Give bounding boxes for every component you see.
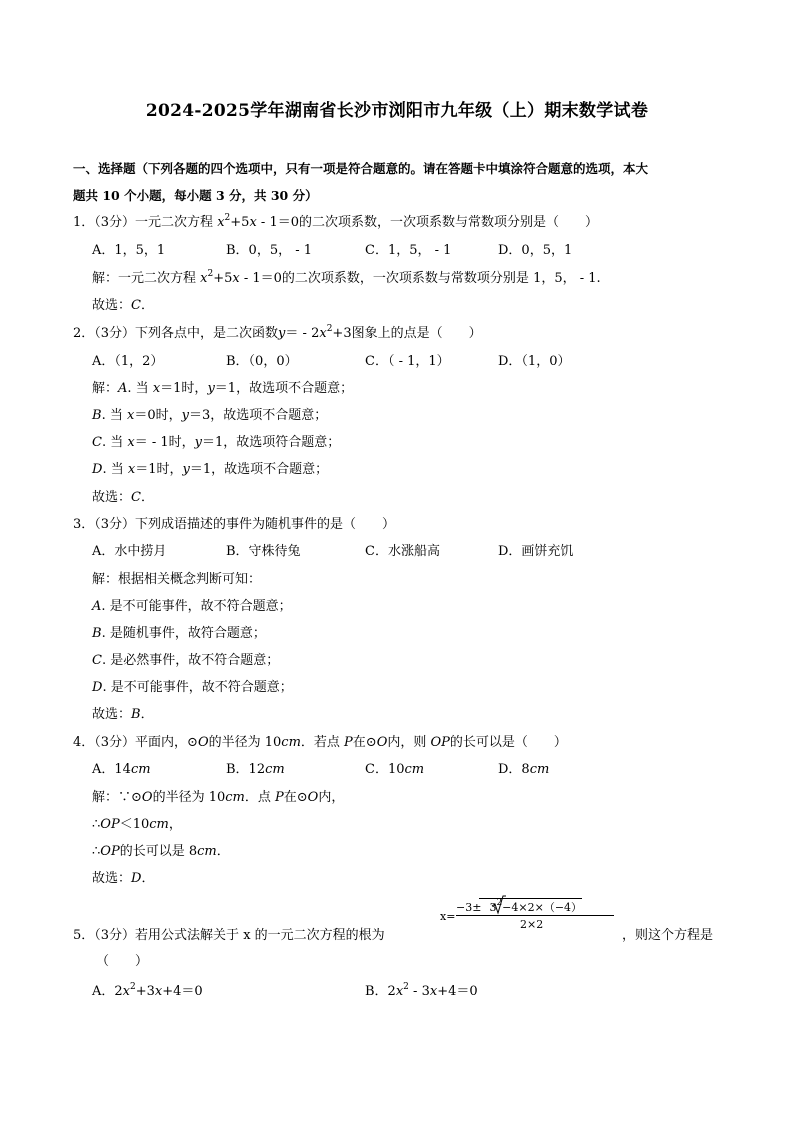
- q5-stem-paren: （ ）: [96, 954, 149, 969]
- q2-option-c: C．（ - 1，1）: [365, 354, 450, 369]
- fraction-bar: [456, 915, 614, 916]
- page-title: 2024-2025学年湖南省长沙市浏阳市九年级（上）期末数学试卷: [145, 101, 649, 121]
- section-heading-line-2: 题共 10 个小题，每小题 3 分，共 30 分）: [73, 188, 318, 203]
- q3-option-c: C．水涨船高: [365, 544, 440, 559]
- q1-answer: 故选：C．: [92, 298, 154, 313]
- q4-option-a: A．14cm: [92, 762, 151, 777]
- q3-option-a: A．水中捞月: [92, 544, 167, 559]
- formula-denominator: 2×2: [520, 918, 544, 931]
- q4-solution-1: 解：∵⊙O的半径为 10cm．点 P在⊙O内，: [92, 790, 345, 805]
- q1-option-d: D．0，5，1: [498, 243, 573, 258]
- question-1-stem: 1．（3分）一元二次方程 $x^2+5x - 1=0$的二次项系数，一次项系数与常数项分别是（ ）: [73, 213, 598, 230]
- q2-option-a: A．（1，2）: [92, 354, 164, 369]
- quadratic-formula: [440, 892, 620, 942]
- q3-solution-a: A. 是不可能事件，故不符合题意；: [92, 599, 292, 614]
- q2-solution-d: D. 当 x＝1时，y＝1，故选项不合题意；: [92, 462, 329, 477]
- q3-solution-b: B. 是随机事件，故符合题意；: [92, 626, 266, 641]
- question-5-stem: 5．（3分）若用公式法解关于 x 的一元二次方程的根为: [73, 928, 385, 943]
- q5-stem-end: ，则这个方程是: [622, 928, 714, 943]
- formula-x: x=: [440, 910, 456, 923]
- formula-radicand: $3^2-4\times 2\times(-4)$: [479, 898, 582, 915]
- q1-option-b: B．0，5， - 1: [226, 243, 313, 258]
- q4-option-c: C．10cm: [365, 762, 425, 777]
- q4-solution-2: ∴OP＜10cm，: [92, 817, 182, 832]
- q1-option-c: C．1，5， - 1: [365, 243, 452, 258]
- q2-solution-c: C. 当 x＝ - 1时，y＝1，故选项符合题意；: [92, 435, 341, 450]
- q4-option-b: B．12cm: [226, 762, 285, 777]
- q2-answer: 故选：C．: [92, 490, 154, 505]
- q5-option-b: B．$2x^2 - 3x+4=0$: [365, 982, 478, 999]
- q3-solution-intro: 解：根据相关概念判断可知：: [92, 572, 262, 587]
- q1-solution: 解：一元二次方程 $x^2+5x - 1=0$的二次项系数，一次项系数与常数项分别是 1，5， - 1.: [92, 269, 601, 286]
- q4-solution-3: ∴OP的长可以是 8cm．: [92, 844, 230, 859]
- q5-option-a: A．$2x^2+3x+4=0$: [92, 982, 203, 999]
- q2-solution-a: 解：A. 当 x＝1时，y＝1，故选项不合题意；: [92, 381, 354, 396]
- question-4-stem: 4．（3分）平面内，⊙O的半径为 10cm．若点 P在⊙O内，则 OP的长可以是（ ）: [73, 735, 567, 750]
- q3-solution-c: C. 是必然事件，故不符合题意；: [92, 653, 280, 668]
- formula-numerator: $-3\pm 3^2-4\times 2\times(-4)$: [456, 898, 583, 914]
- q1-option-a: A．1，5，1: [92, 243, 166, 258]
- q3-option-b: B．守株待兔: [226, 544, 301, 559]
- q4-option-d: D．8cm: [498, 762, 550, 777]
- q2-option-d: D．（1，0）: [498, 354, 571, 369]
- question-2-stem: 2．（3分）下列各点中，是二次函数$y= - 2x^2+3$图象上的点是（ ）: [73, 324, 482, 341]
- q2-solution-b: B. 当 x＝0时，y＝3，故选项不合题意；: [92, 408, 328, 423]
- q3-option-d: D．画饼充饥: [498, 544, 574, 559]
- section-heading-line-1: 一、选择题（下列各题的四个选项中，只有一项是符合题意的。请在答题卡中填涂符合题意的选项，本大: [73, 161, 649, 176]
- q3-answer: 故选：B．: [92, 707, 154, 722]
- question-3-stem: 3．（3分）下列成语描述的事件为随机事件的是（ ）: [73, 517, 396, 532]
- q4-answer: 故选：D．: [92, 871, 155, 886]
- q3-solution-d: D. 是不可能事件，故不符合题意；: [92, 680, 293, 695]
- q2-option-b: B．（0，0）: [226, 354, 298, 369]
